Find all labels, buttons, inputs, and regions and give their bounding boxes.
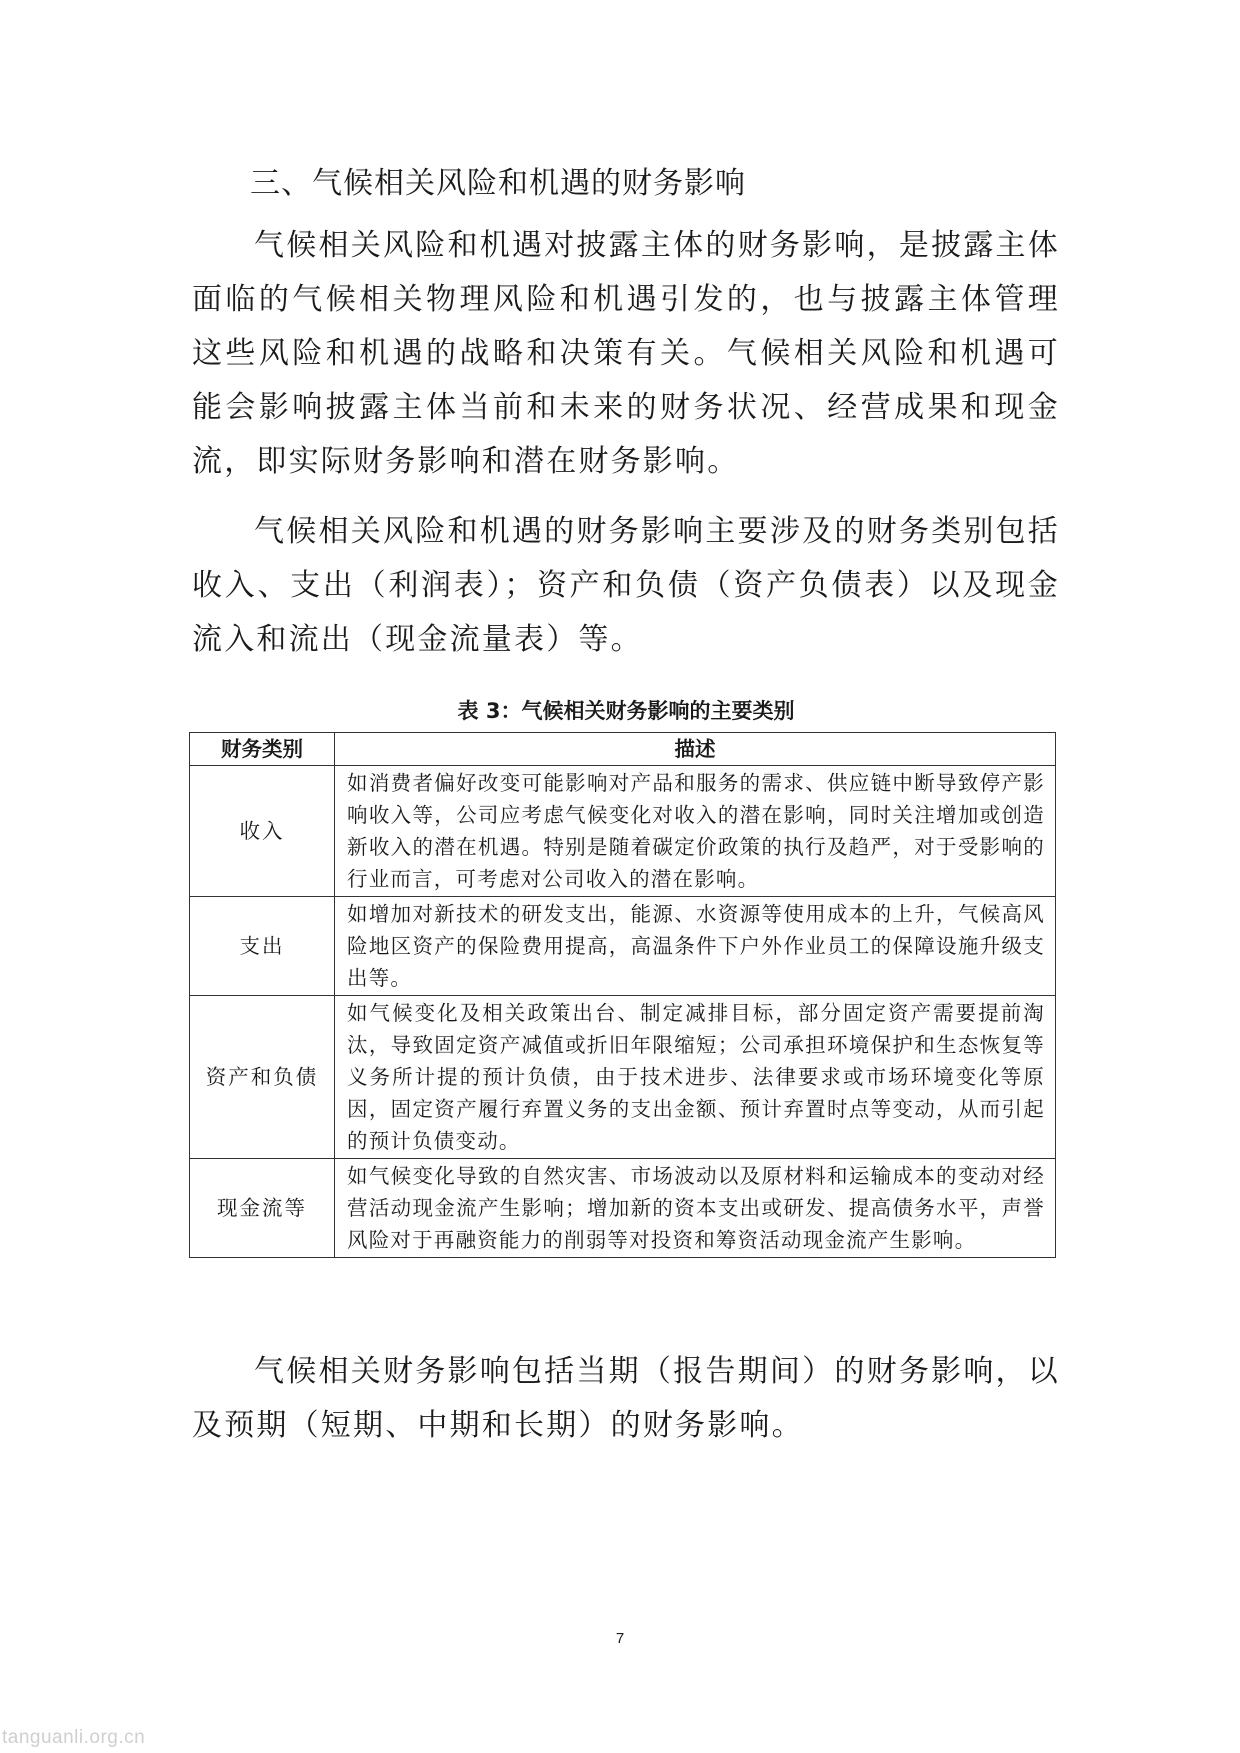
row-category: 资产和负债 (190, 996, 335, 1159)
table-row (190, 1159, 1056, 1258)
body-paragraph-1: 气候相关风险和机遇对披露主体的财务影响，是披露主体面临的气候相关物理风险和机遇引发的，也与披露主体管理这些风险和机遇的战略和决策有关。气候相关风险和机遇可能会影响披露主体当前和未来的财务状况、经营成果和现金流，即实际财务影响和潜在财务影响。 (192, 228, 1060, 479)
row-description: 如增加对新技术的研发支出，能源、水资源等使用成本的上升，气候高风险地区资产的保险费用提高，高温条件下户外作业员工的保障设施升级支出等。 (335, 897, 1056, 996)
body-paragraph-3: 气候相关财务影响包括当期（报告期间）的财务影响，以及预期（短期、中期和长期）的财务影响。 (192, 1354, 1060, 1443)
row-description: 如消费者偏好改变可能影响对产品和服务的需求、供应链中断导致停产影响收入等，公司应考虑气候变化对收入的潜在影响，同时关注增加或创造新收入的潜在机遇。特别是随着碳定价政策的执行及趋严，对于受影响的行业而言，可考虑对公司收入的潜在影响。 (335, 766, 1056, 897)
table-row (190, 766, 1056, 897)
watermark: tanguanli.org.cn (2, 1727, 146, 1748)
row-description: 如气候变化及相关政策出台、制定减排目标，部分固定资产需要提前淘汰，导致固定资产减值或折旧年限缩短；公司承担环境保护和生态恢复等义务所计提的预计负债，由于技术进步、法律要求或市场环境变化等原因，固定资产履行弃置义务的支出金额、预计弃置时点等变动，从而引起的预计负债变动。 (335, 996, 1056, 1159)
table-row (190, 996, 1056, 1159)
page-number: 7 (615, 1630, 625, 1647)
financial-categories-table (189, 732, 1056, 1258)
row-category: 收入 (190, 766, 335, 897)
header-category: 财务类别 (190, 733, 335, 766)
section-heading: 三、气候相关风险和机遇的财务影响 (250, 166, 746, 201)
table-header-row (190, 733, 1056, 766)
table-caption: 表 3：气候相关财务影响的主要类别 (457, 699, 795, 723)
row-category: 现金流等 (190, 1159, 335, 1258)
header-description: 描述 (335, 733, 1056, 766)
table-row (190, 897, 1056, 996)
row-category: 支出 (190, 897, 335, 996)
body-paragraph-2: 气候相关风险和机遇的财务影响主要涉及的财务类别包括收入、支出（利润表）；资产和负债（资产负债表）以及现金流入和流出（现金流量表）等。 (192, 514, 1060, 657)
row-description: 如气候变化导致的自然灾害、市场波动以及原材料和运输成本的变动对经营活动现金流产生影响；增加新的资本支出或研发、提高债务水平，声誉风险对于再融资能力的削弱等对投资和筹资活动现金流产生影响。 (335, 1159, 1056, 1258)
